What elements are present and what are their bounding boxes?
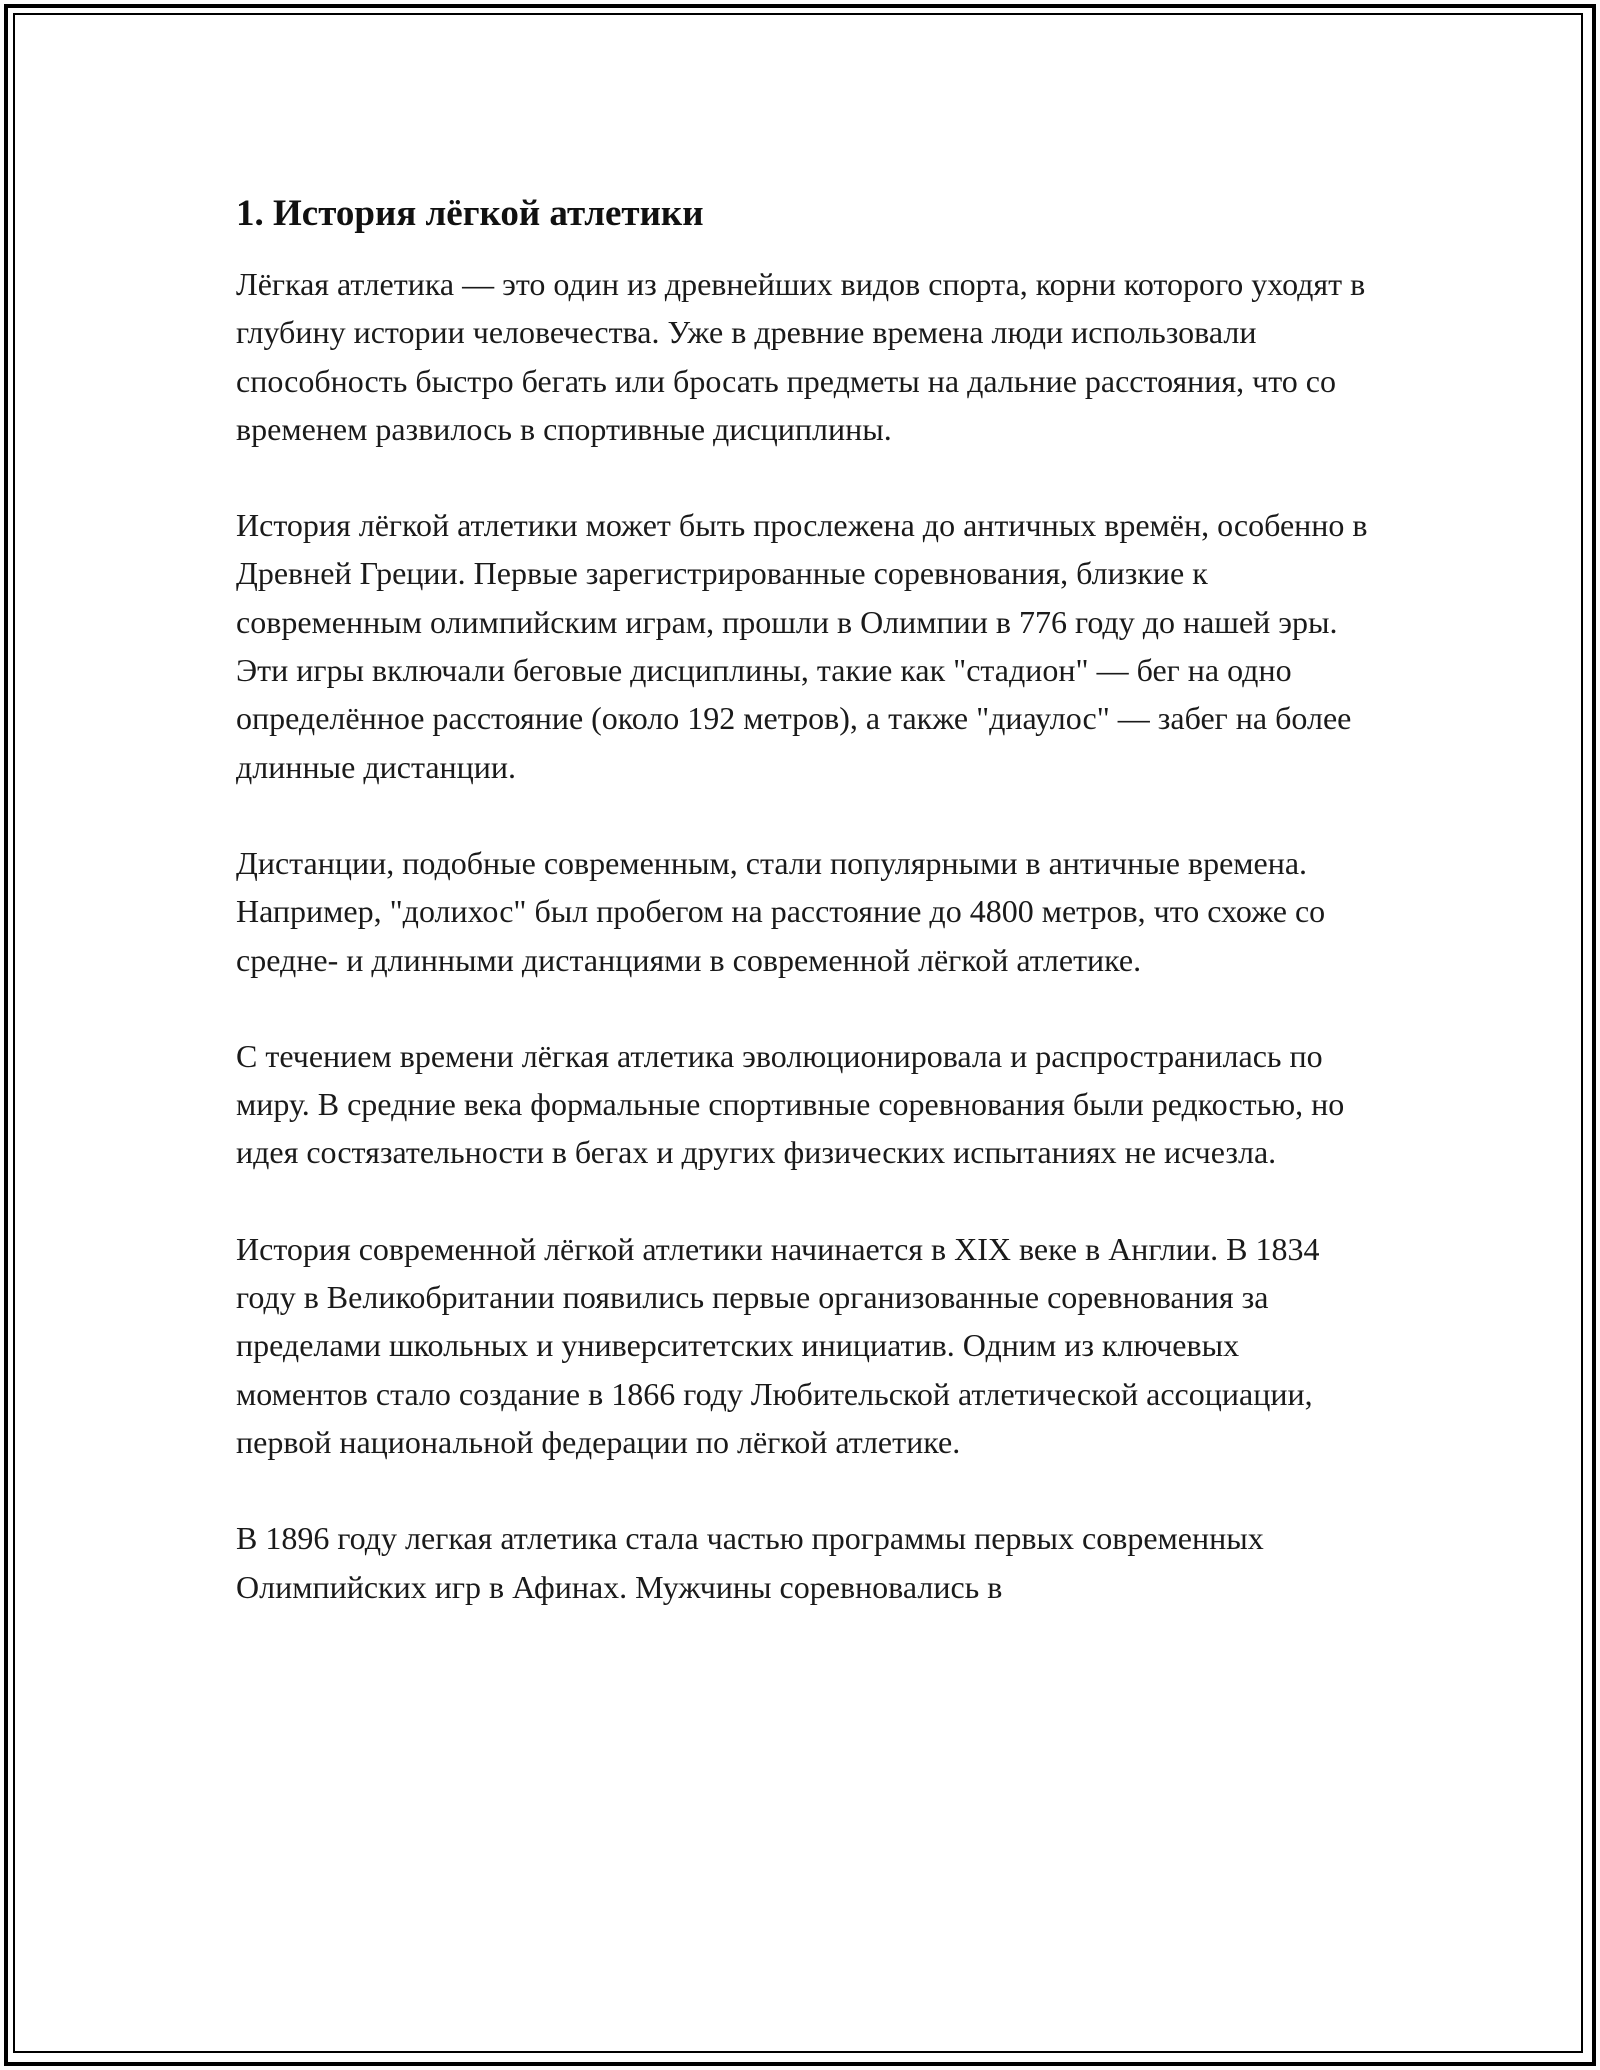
section-title: 1. История лёгкой атлетики <box>236 193 704 234</box>
paragraph-3: Дистанции, подобные современным, стали популярными в античные времена. Например, "долихос" был пробегом на расстояние до 4800 метров, что схоже со средне- и длинными дистанциями в современной лёгкой атлетике. <box>236 844 1326 978</box>
paragraph-1: Лёгкая атлетика — это один из древнейших видов спорта, корни которого уходят в глубину истории человечества. Уже в древние времена люди использовали способность быстро бегать или бросать предметы на дальние расстояния, что со временем развилось в спортивные дисциплины. <box>236 266 1366 447</box>
paragraph-5: История современной лёгкой атлетики начинается в XIX веке в Англии. В 1834 году в Великобритании появились первые организованные соревнования за пределами школьных и университетских инициатив. Одним из ключевых моментов стало создание в 1866 году Любительской атлетической ассоциации, первой национальной федерации по лёгкой атлетике. <box>236 1230 1320 1460</box>
paragraph-4: С течением времени лёгкая атлетика эволюционировала и распространилась по миру. В средние века формальные спортивные соревнования были редкостью, но идея состязательности в бегах и других физических испытаниях не исчезла. <box>236 1037 1345 1171</box>
document-body <box>236 190 1376 1611</box>
paragraph-2: История лёгкой атлетики может быть прослежена до античных времён, особенно в Древней Греции. Первые зарегистрированные соревнования, близкие к современным олимпийским играм, прошли в Олимпии в 776 году до нашей эры. Эти игры включали беговые дисциплины, такие как "стадион" — бег на одно определённое расстояние (около 192 метров), а также "диаулос" — забег на более длинные дистанции. <box>236 507 1368 785</box>
paragraph-6: В 1896 году легкая атлетика стала частью программы первых современных Олимпийских игр в Афинах. Мужчины соревновались в <box>236 1520 1264 1605</box>
